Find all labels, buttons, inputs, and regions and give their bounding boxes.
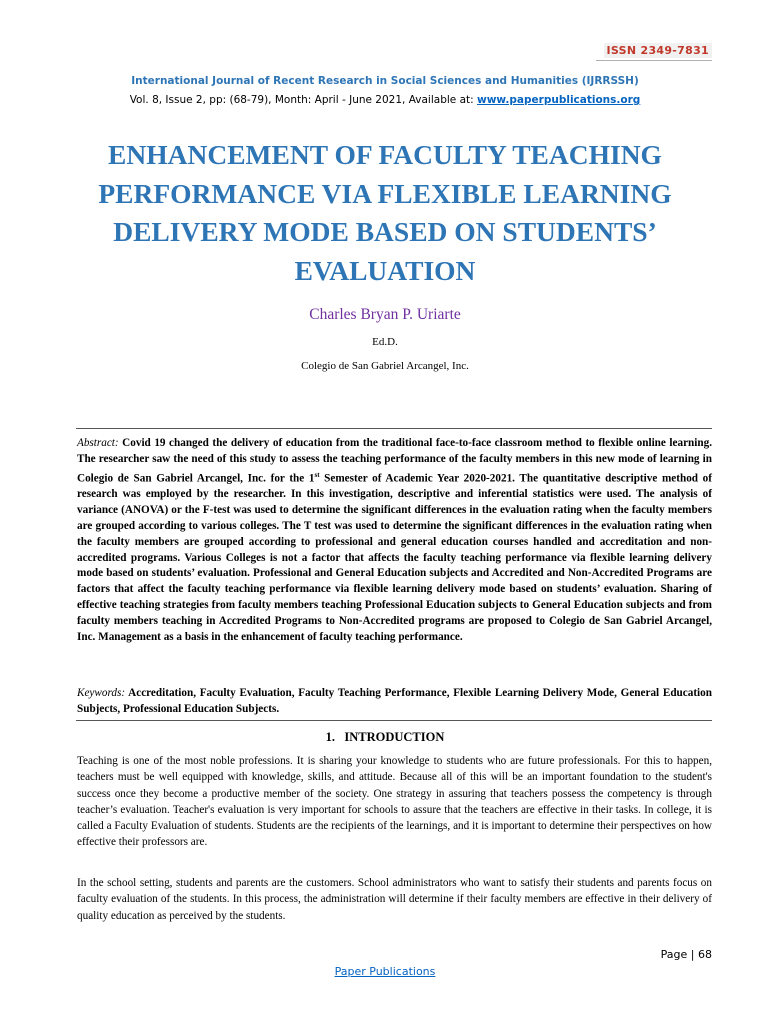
- publisher-link[interactable]: Paper Publications: [334, 965, 436, 978]
- section-heading-introduction: 1. INTRODUCTION: [325, 730, 445, 744]
- abstract-label: Abstract:: [77, 437, 119, 449]
- issn-label: ISSN 2349-7831: [604, 43, 712, 58]
- volume-text: Vol. 8, Issue 2, pp: (68-79), Month: April - June 2021, Available at:: [129, 94, 477, 106]
- page-number: Page | 68: [660, 948, 712, 961]
- issn-divider: [596, 60, 712, 61]
- abstract-bottom-rule: [76, 720, 712, 721]
- abstract-superscript: st: [314, 470, 320, 479]
- author-degree: Ed.D.: [372, 336, 398, 348]
- keywords-text: Accreditation, Faculty Evaluation, Faculty Teaching Performance, Flexible Learning Delivery Mode, General Education Subjects, Professional Education Subjects.: [77, 687, 712, 715]
- abstract: [77, 436, 712, 646]
- website-link[interactable]: www.paperpublications.org: [477, 94, 641, 106]
- paragraph: In the school setting, students and parents are the customers. School administrators who want to satisfy their students and parents focus on faculty evaluation of the students. In this process, the administration will determine if their faculty members are effective in their delivery of quality education as perceived by the students.: [77, 877, 712, 922]
- abstract-text-before: Covid 19 changed the delivery of education from the traditional face-to-face classroom method to flexible online learning. The researcher saw the need of this study to assess the teaching performance of the faculty members in this new mode of learning in Colegio de San Gabriel Arcangel, Inc. for the 1: [77, 437, 712, 485]
- author-affiliation: Colegio de San Gabriel Arcangel, Inc.: [301, 360, 469, 372]
- keywords: [77, 686, 712, 718]
- author-name: Charles Bryan P. Uriarte: [309, 306, 461, 323]
- abstract-text-after: Semester of Academic Year 2020-2021. The quantitative descriptive method of research was employed by the researcher. In this investigation, descriptive and inferential statistics were used. The analysis of variance (ANOVA) or the F-test was used to determine the significant differences in the evaluation rating when the faculty members are grouped according to various colleges. The T test was used to determine the significant differences in the evaluation rating when the faculty members are grouped according to professional and general education courses handled and accreditation and non-accredited programs. Various Colleges is not a factor that affects the faculty teaching performance via flexible learning delivery mode based on students’ evaluation. Professional and General Education subjects and Accredited and Non-Accredited Programs are factors that affect the faculty teaching performance via flexible learning delivery mode based on students’ evaluation. Sharing of effective teaching strategies from faculty members teaching Professional Education subjects to General Education subjects and from faculty members teaching in Accredited Programs to Non-Accredited programs are proposed to Colegio de San Gabriel Arcangel, Inc. Management as a basis in the enhancement of faculty teaching performance.: [77, 472, 712, 643]
- keywords-label: Keywords:: [77, 687, 126, 699]
- journal-name: International Journal of Recent Research in Social Sciences and Humanities (IJRRSSH): [131, 75, 639, 87]
- abstract-top-rule: [76, 428, 712, 429]
- volume-line: [0, 94, 770, 106]
- paper-title: ENHANCEMENT OF FACULTY TEACHING PERFORMANCE VIA FLEXIBLE LEARNING DELIVERY MODE BASED ON STUDENTS’ EVALUATION: [98, 139, 672, 286]
- paragraph: Teaching is one of the most noble professions. It is sharing your knowledge to students who are future professionals. For this to happen, teachers must be well equipped with knowledge, skills, and attitude. Because all of this will be an important foundation to the student's success once they become a productive member of the society. One strategy in assuring that teachers possess the competency is through teacher’s evaluation. Teacher's evaluation is very important for schools to assure that the teachers are effective in their tasks. In college, it is called a Faculty Evaluation of students. Students are the recipients of the learnings, and it is important to determine their perspectives on how effective their professors are.: [77, 755, 712, 849]
